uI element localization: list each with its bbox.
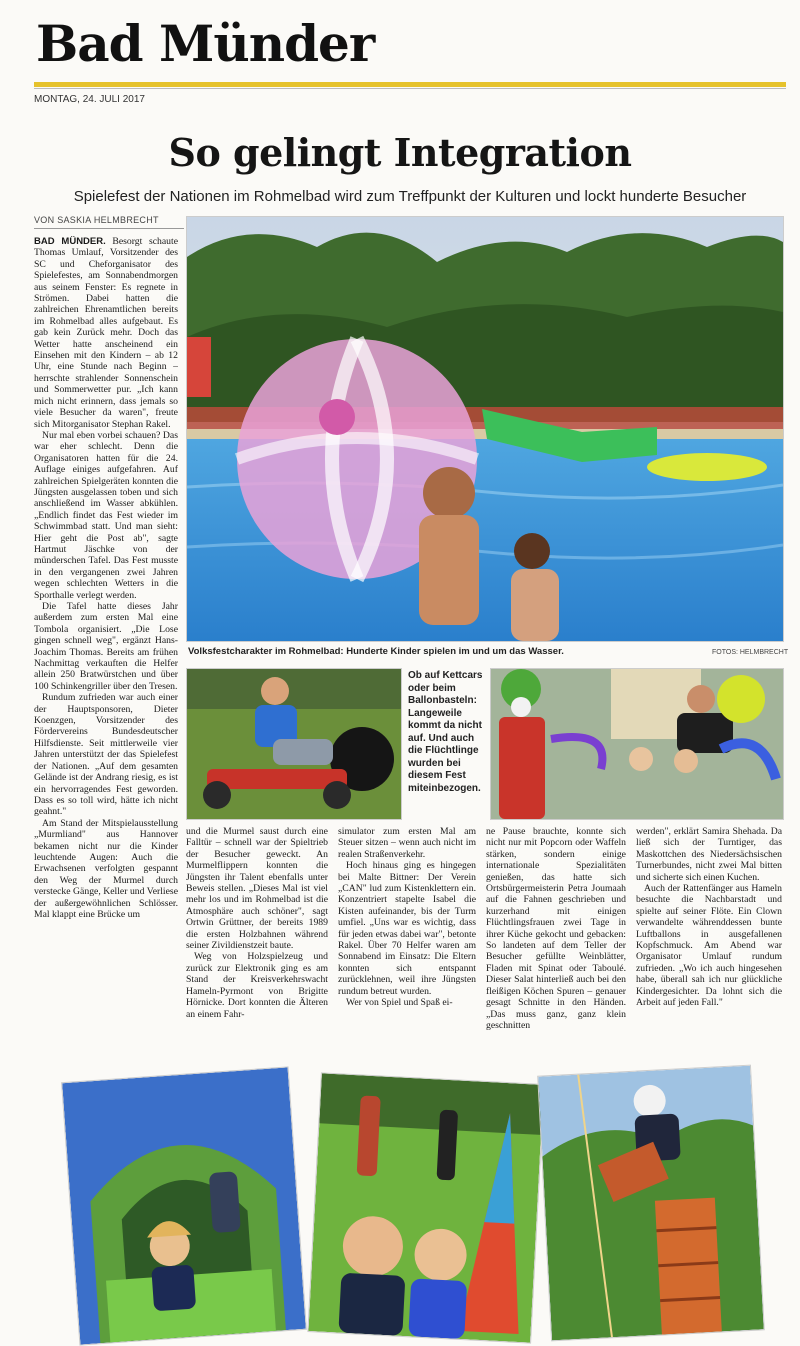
paragraph: werden", erklärt Samira Shehada. Da ließ sich der Turntiger, das Maskottchen des Niedersächsischen Turnerbundes, nicht zwei Mal bitten und sicherte sich einen Kuchen.	[636, 826, 782, 883]
paragraph: Am Stand der Mitspielausstellung „Murmliand" aus Hannover bekamen nicht nur die Kinder leuchtende Augen: Auch die Erwachsenen verfolgten gespannt den Weg der Murmel durch verstecke Gänge, Keller und Verliese der außergewöhnlichen Schlösser. Mal klappt eine Brücke um	[34, 817, 178, 920]
masthead-title: Bad Münder	[36, 14, 375, 73]
paragraph: Besorgt schaute Thomas Umlauf, Vorsitzender des SC und Cheforganisator des Spielefestes, am Sonnabendmorgen aus seinem Fenster: Es regnete in Strömen. Dabei hatten die zahlreichen Ehrenamtlichen bereits im Rohmelbad alles aufgebaut. Es gab kein Zurück mehr. Doch das Wetter hatte anscheinend ein Einsehen mit den Kindern – ab 12 Uhr, eine Stunde nach Beginn – herrschte strahlender Sonnenschein und Sommerwetter pur. „Ich kann mich nicht erinnern, dass jemals so viele Besucher da waren", freute sich Mitorganisator Stephan Rakel.	[34, 236, 178, 430]
photo-kettcar	[186, 668, 402, 820]
photo-slide-girl	[61, 1066, 307, 1345]
paragraph: Weg von Holzspielzeug und zurück zur Elektronik ging es am Stand der Kreisverkehrswacht Hameln-Pyrmont von Brigitte Hörnicke. Dort konnten die Älteren an einem Fahr-	[186, 951, 328, 1020]
photo-credit: FOTOS: HELMBRECHT	[712, 649, 789, 656]
photo-tower-illustration	[308, 1073, 543, 1342]
paragraph: und die Murmel saust durch eine Falltür – schnell war der Spieltrieb der Besucher geweckt. An Murmelflippern konnten die Jüngsten ihr Talent ebenfalls unter Beweis stellen. „Dieses Mal ist viel mehr los und im Rohmelbad ist die Atmosphäre auch schöner", sagt Ortwin Grüttner, der bereits 1989 die ersten Holzbahnen während seiner Zivildienstzeit baute.	[186, 826, 328, 952]
article-column-4	[486, 826, 626, 1066]
photo-clown-illustration	[491, 669, 783, 819]
photo-clown-balloons	[490, 668, 784, 820]
paragraph: Auch der Rattenfänger aus Hameln besuchte die Nachbarstadt und spielte auf seiner Flöte. Ein Clown verwandelte währenddessen bunte Luftballons in ausgefallenen Kopfschmuck. Am Abend war Organisator Umlauf rundum zufrieden. „Wo ich auch hingesehen habe, überall sah ich nur glückliche Kindergesichter. Da lohnt sich die Arbeit auf jeden Fall."	[636, 883, 782, 1009]
article-column-5	[636, 826, 782, 1066]
photo-crate-climbing	[537, 1065, 765, 1342]
photo-pool-scene	[186, 216, 784, 642]
photo-pool-illustration	[187, 217, 783, 641]
article-column-2	[186, 826, 328, 1066]
paragraph: Nur mal eben vorbei schauen? Das war eher schlecht. Denn die Organisatoren hatten für die 24. Auflage einiges aufgefahren. Auf zahlreichen Spielgeräten konnten die Jüngsten ausgelassen toben und sich anschließend im Wasser abkühlen. „Endlich findet das Fest wieder im Schwimmbad statt. Und man sieht: Hier geht die Post ab", sagte Hartmut Jäschke von der münderschen Tafel. Das Fest musste in den vergangenen zwei Jahren wegen schlechten Wetters in die Sporthalle verlegt werden.	[34, 429, 178, 601]
paragraph: Rundum zufrieden war auch einer der Hauptsponsoren, Dieter Koenzgen, Vorsitzender des Fördervereins Bundesdeutscher Hilfsdienste. Seit mittlerweile vier Jahren unterstützt der das Spielefest der Nationen. „Auf dem gesamten Gelände ist der Andrang riesig, es ist ein hervorragendes Fest geworden. Dass es so toll wird, hätte ich nicht geahnt."	[34, 692, 178, 818]
article-column-3	[338, 826, 476, 1066]
byline-rule	[34, 228, 184, 229]
lead-place: BAD MÜNDER.	[34, 236, 106, 247]
photo-crate-illustration	[538, 1066, 764, 1341]
masthead-rule-thin	[34, 88, 786, 89]
paragraph: simulator zum ersten Mal am Steuer sitzen – wenn auch nicht im realen Straßenverkehr.	[338, 826, 476, 860]
photo-slide-illustration	[62, 1067, 306, 1344]
side-caption: Ob auf Kettcars oder beim Ballonbasteln: Langeweile kommt da nicht auf. Und auch die Flüchtlinge wurden bei diesem Fest miteinbezogen.	[408, 670, 483, 794]
article-column-1	[34, 236, 178, 1056]
photo-kettcar-illustration	[187, 669, 401, 819]
photo-tower-game	[307, 1072, 544, 1343]
dateline: MONTAG, 24. JULI 2017	[34, 94, 145, 105]
paragraph: Wer von Spiel und Spaß ei-	[346, 997, 453, 1009]
photo-caption: Volksfestcharakter im Rohmelbad: Hunderte Kinder spielen im und um das Wasser.	[188, 646, 564, 657]
masthead-rule	[34, 82, 786, 87]
paragraph: ne Pause brauchte, konnte sich nicht nur mit Popcorn oder Waffeln stärken, sondern einige internationale Spezialitäten genießen, das hatte sich Ortsbürgermeisterin Petra Joumaah auf die Fahnen geschrieben und kurzerhand mit einigen Flüchtlingsfrauen zwei Tage in ihrer Küche gekocht und gebacken: So landeten auf dem Teller der Besucher gefüllte Weinblätter, Fladen mit Spinat oder Taboulé. Dieser Salat hinterließ auch bei den fleißigen Köchen Spuren – genauer gesagt Schnitte in den Händen. „Das muss ganz, ganz klein geschnitten	[486, 826, 626, 1031]
paragraph: Hoch hinaus ging es hingegen bei Malte Bittner: Der Verein „CAN" lud zum Kistenklettern ein. Konzentriert stapelte Isabel die Kisten aufeinander, bis der Turm umfiel. „Uns war es wichtig, dass für jeden etwas dabei war", betonte Rakel. Über 70 Helfer waren am Sonnabend im Einsatz: Die Eltern konnten sich entspannt zurücklehnen, weil ihre Jüngsten rundum betreut wurden.	[338, 860, 476, 997]
byline: VON SASKIA HELMBRECHT	[34, 215, 159, 225]
paragraph: Die Tafel hatte dieses Jahr außerdem zum ersten Mal eine Tombola organisiert. „Die Lose gingen schnell weg", ergänzt Hans-Joachim Thomas. Bereits am frühen Nachmittag verkauften die Helfer allein 250 Bratwürstchen und über 100 Schinkengriller über den Tresen.	[34, 601, 178, 692]
headline: So gelingt Integration	[168, 130, 632, 175]
subhead: Spielefest der Nationen im Rohmelbad wird zum Treffpunkt der Kulturen und lockt hunderte Besucher	[73, 188, 747, 205]
